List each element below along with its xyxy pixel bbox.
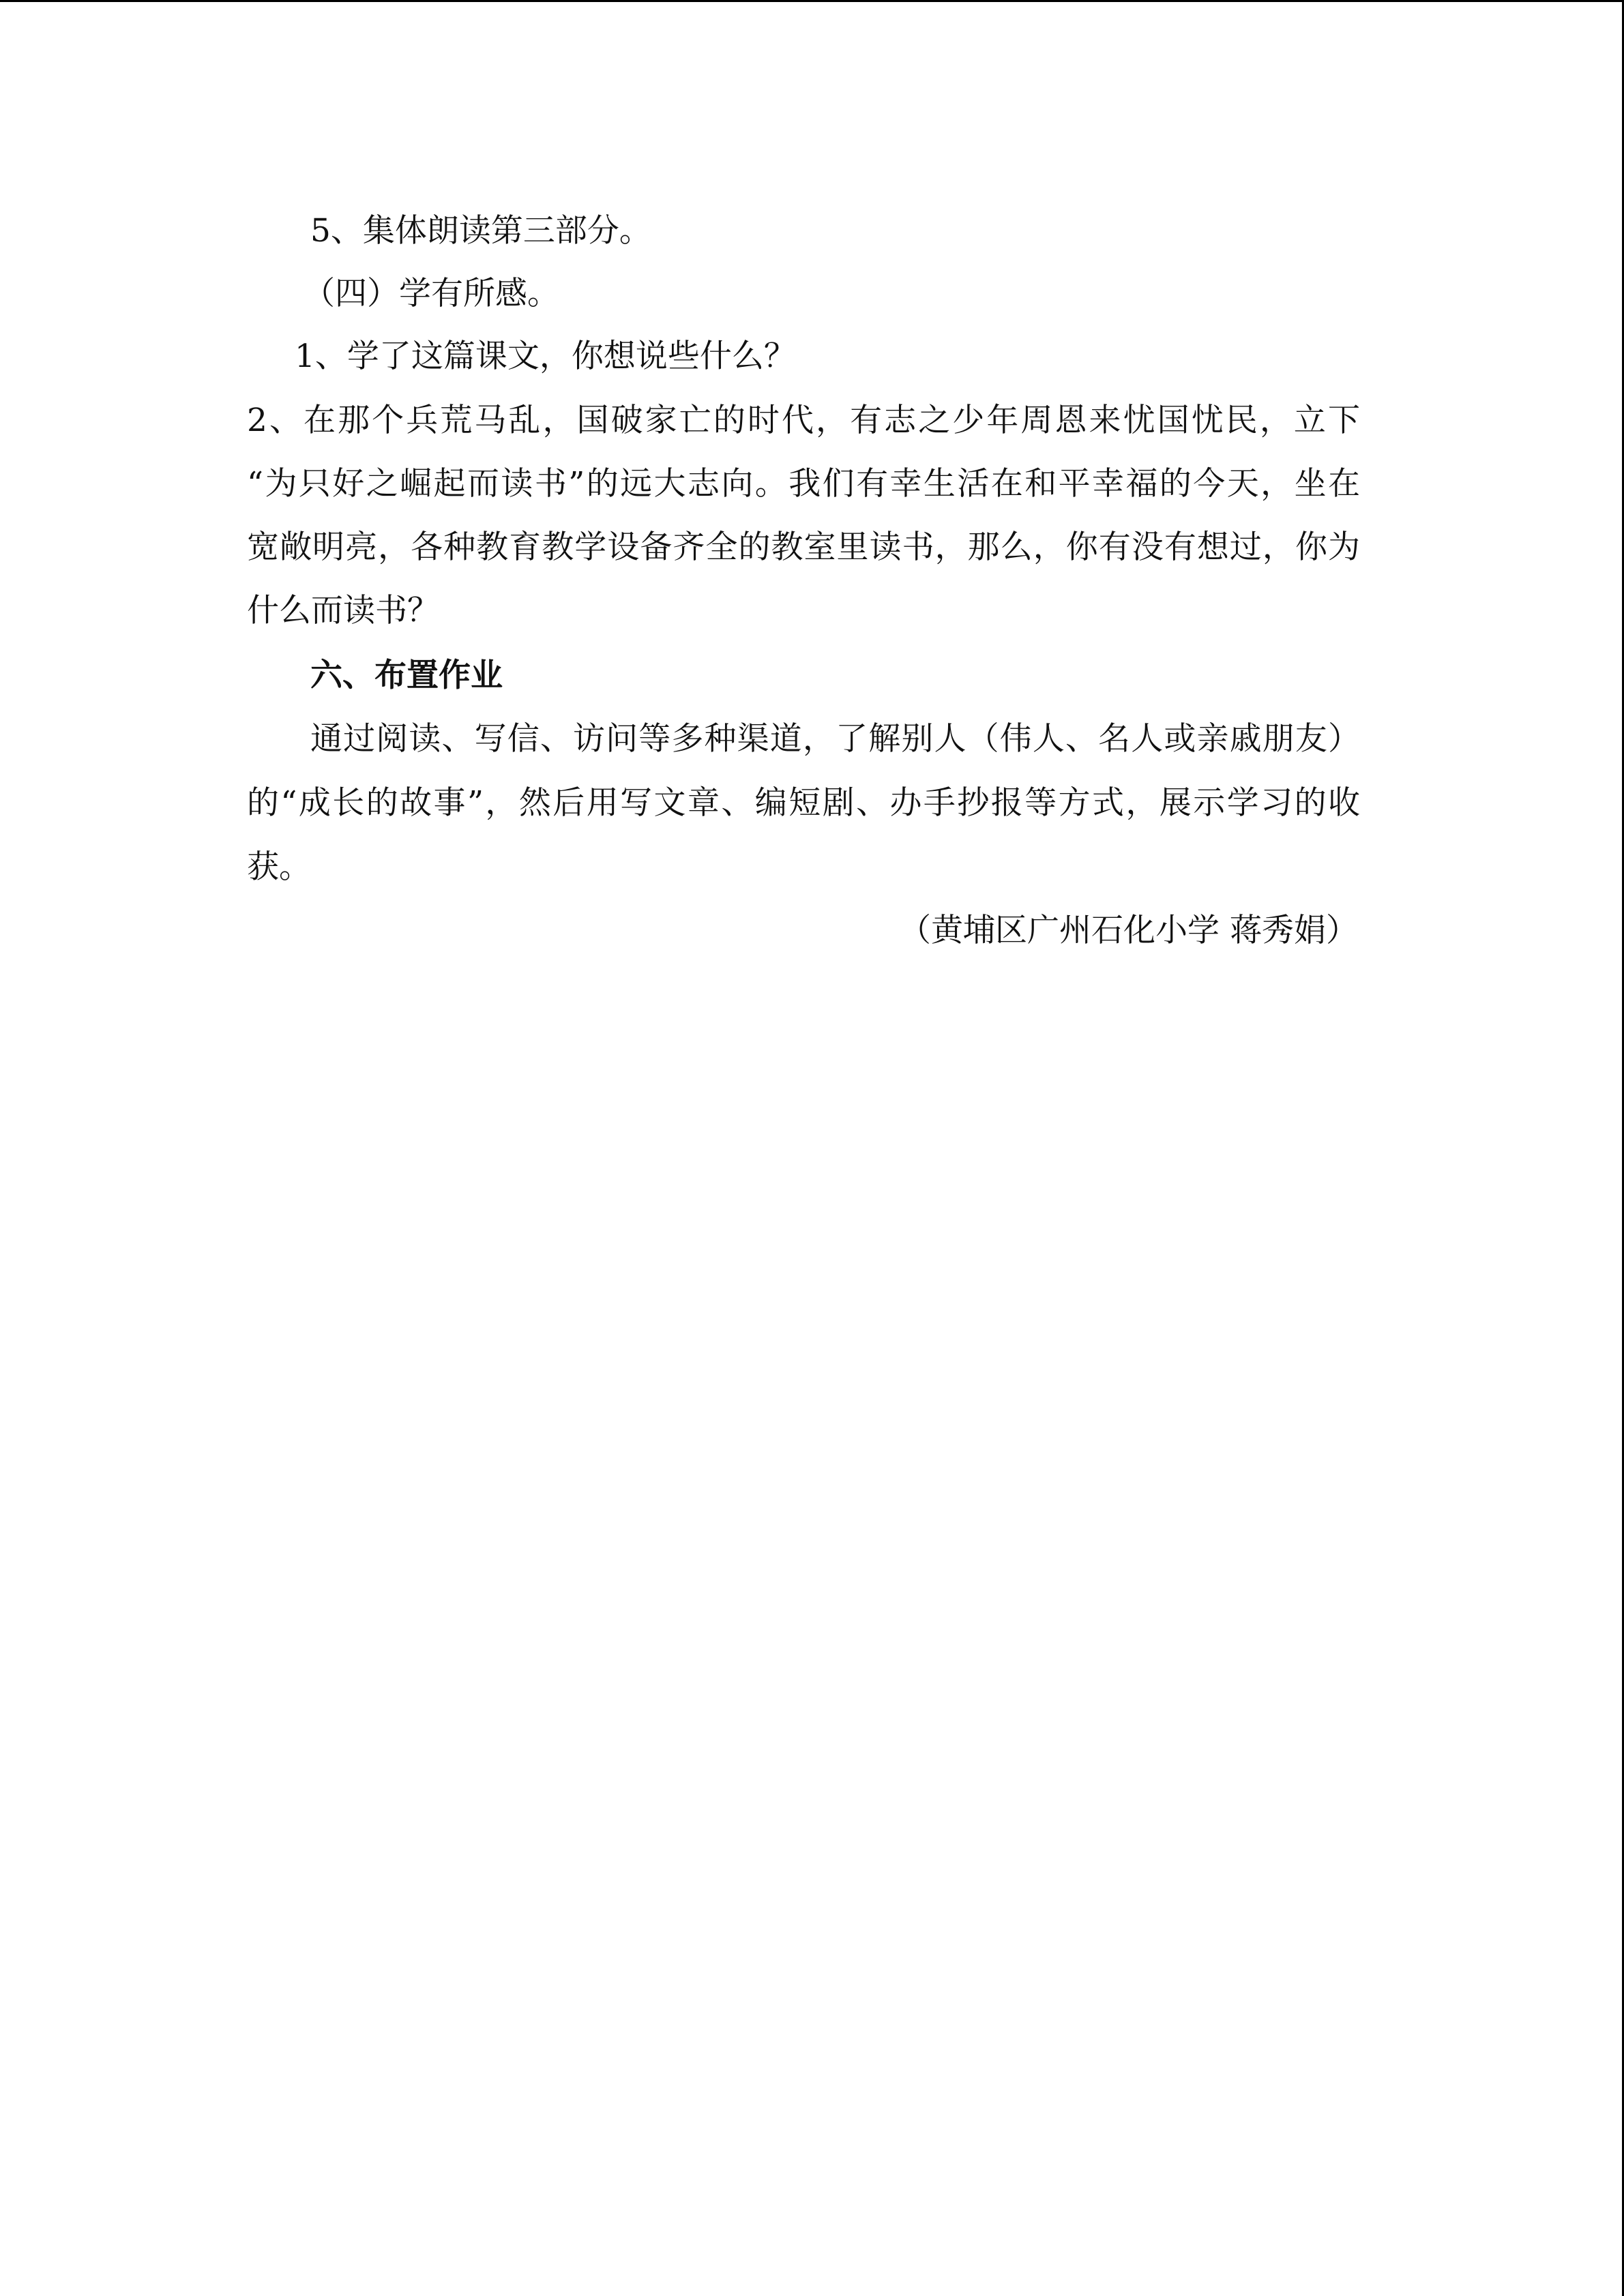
homework-line-1: 通过阅读、写信、访问等多种渠道，了解别人（伟人、名人或亲戚朋友） <box>310 720 1360 758</box>
section-six-heading: 六、布置作业 <box>310 657 503 694</box>
step-5-line: 5、集体朗读第三部分。 <box>310 212 651 250</box>
question-2-line-4: 什么而读书？ <box>247 592 439 629</box>
section-four-heading: （四）学有所感。 <box>303 275 559 312</box>
question-2-line-1: 2、在那个兵荒马乱，国破家亡的时代，有志之少年周恩来忧国忧民，立下 <box>247 402 1360 439</box>
question-2-line-3: 宽敞明亮，各种教育教学设备齐全的教室里读书，那么，你有没有想过，你为 <box>247 528 1360 566</box>
question-2-line-2: “为只好之崛起而读书”的远大志向。我们有幸生活在和平幸福的今天，坐在 <box>247 465 1360 503</box>
homework-line-3: 获。 <box>247 848 311 886</box>
homework-line-2: 的“成长的故事”，然后用写文章、编短剧、办手抄报等方式，展示学习的收 <box>247 784 1360 822</box>
author-attribution: （黄埔区广州石化小学 蒋秀娟） <box>899 912 1358 949</box>
question-1-line: 1、学了这篇课文，你想说些什么？ <box>295 338 796 375</box>
